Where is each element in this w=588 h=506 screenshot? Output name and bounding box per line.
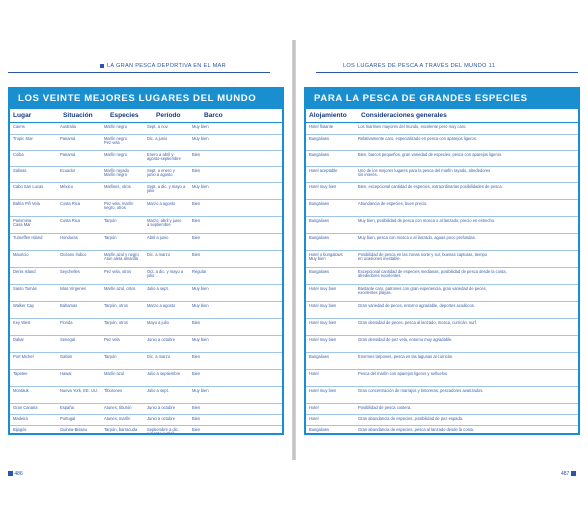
column-header: Consideraciones generales [361,112,447,119]
table-cell: Tarpón [104,234,117,240]
table-cell: Guinea-Bissau [60,426,87,432]
table-row [306,251,578,268]
table-row [306,319,578,336]
table-cell: Ecuador [60,167,76,173]
table-cell: Cairns [13,123,25,129]
table-cell: Julio a sept. [147,285,169,291]
column-header: Período [156,112,181,119]
table-cell: Turneffen Island [13,234,43,240]
table-row [10,135,282,151]
table-cell: Bastante caro, patrones con gran experiencia, gran variedad de peces, excelentes playas. [358,285,487,296]
table-cell: Bungalows [309,200,330,206]
table-cell: Hotel aceptable [309,167,338,173]
table-cell: Oct. a dic. y mayo a julio [147,268,184,279]
table-cell: Marzo, abril y junio a septiembre [147,217,182,228]
table-cell: Cabo San Lucas [13,183,44,189]
table-row [306,415,578,426]
table-cell: Julio a septiembre [147,370,181,376]
table-row [306,167,578,183]
table-cell: Muy bien [192,123,209,129]
running-head-page: 11 [488,63,495,69]
table-cell: Regular [192,268,207,274]
table-cell: Tarpón, barracuda [104,426,138,432]
table-row [10,370,282,387]
table-cell: Dic. a marzo [147,353,170,359]
table-cell: Bien [192,415,201,421]
table-cell: Walker Cay [13,302,35,308]
table-cell: Montauk [13,387,29,393]
table-cell: Excepcional cantidad de especies medianas, posibilidad de pesca desde la costa, alrededores excelentes. [358,268,507,279]
table-cell: Bien [192,200,201,206]
table-cell: Junio a octubre [147,336,175,342]
table-cell: Gran Canaria [13,404,38,410]
table-row [306,285,578,302]
table-box-left [8,87,284,435]
table-row [10,151,282,167]
table-cell: Hotel [309,370,319,376]
table-row [306,353,578,370]
table-cell: Bungalows [309,353,330,359]
table-cell: Coiba [13,151,24,157]
table-cell: Portugal [60,415,76,421]
table-row [306,135,578,151]
table-cell: España [60,404,74,410]
column-header: Barco [204,112,223,119]
table-cell: Muy bien, pesca con mosca o al lanzado, aguas poco profundas. [358,234,476,240]
table-cell: Junio a octubre [147,404,175,410]
table-cell: Hotel muy bien [309,302,337,308]
table-cell: Bien, excepcional cantidad de especies, extraordinarias posibilidades de pesca. [358,183,503,189]
table-row [10,234,282,251]
running-head-left [100,63,226,69]
table-cell: Tarpón, otros [104,319,128,325]
table-cell: Hotel muy bien [309,183,337,189]
table-cell: Dic. a junio [147,135,168,141]
table-cell: Bungalows [309,268,330,274]
table-cell: Sept. a nov. [147,123,169,129]
table-cell: Dic. a marzo [147,251,170,257]
table-cell: Gabón [60,353,73,359]
table-cell: Bien [192,167,201,173]
table-cell: Tarpón [104,217,117,223]
running-head-text: LA GRAN PESCA DEPORTIVA EN EL MAR [107,63,226,69]
square-bullet-icon [571,471,576,476]
table-cell: Hotel [309,415,319,421]
table-cell: Tarpón [104,353,117,359]
table-cell: Honduras [60,234,78,240]
table-cell: Sept. a enero y junio a agosto [147,167,175,178]
table-cell: Dakar [13,336,24,342]
table-cell: Sept. a dic. y mayo a julio [147,183,186,194]
table-cell: Bahamas [60,302,78,308]
page-number-text: 486 [14,471,23,477]
table-cell: Marlín rayado Marlín negro [104,167,130,178]
table-cell: Gran abundancia de especies, pesca al lanzado desde la costa. [358,426,475,432]
table-cell: Panamá [60,135,76,141]
table-row [306,123,578,135]
table-cell: Senegal [60,336,76,342]
table-cell: Muy bien [192,285,209,291]
table-cell: Bien [192,319,201,325]
table-cell: Marzo a agosto [147,200,176,206]
table-cell: Pez vela, otros [104,268,132,274]
table-cell: Bungalows [309,217,330,223]
table-cell: Junio a octubre [147,415,175,421]
table-row [306,234,578,251]
table-row [10,251,282,268]
table-cell: Hotel flotante [309,123,334,129]
table-header [10,109,282,123]
column-header: Lugar [13,112,32,119]
table-row [306,302,578,319]
column-header: Situación [63,112,93,119]
table-cell: Gran densidad de peces, pesca al lanzado, mosca, curricán, surf. [358,319,478,325]
table-cell: Marlín negro Pez vela [104,135,127,146]
table-cell: Uno de los mejores lugares para la pesca del marlín rayado, alrededores sin interés. [358,167,491,178]
table-cell: Bungalows [309,135,330,141]
table-row [10,183,282,200]
page-number-right [561,471,576,477]
table-cell: Marlín azul [104,370,125,376]
table-cell: Mayo a julio [147,319,169,325]
table-box-right [304,87,580,435]
table-cell: Muy bien [192,302,209,308]
table-cell: Bungalows [309,234,330,240]
table-row [10,200,282,217]
table-row [306,336,578,353]
table-cell: Costa Rica [60,217,81,223]
table-cell: Seychelles [60,268,80,274]
table-cell: Marzo a agosto [147,302,176,308]
square-bullet-icon [100,64,104,68]
right-page [296,0,588,506]
table-cell: Océano Índico [60,251,87,257]
table-cell: Septiembre a dic. y marzo a abril [147,426,179,435]
table-cell: Tropic Star [13,135,33,141]
table-cell: Atunes, marlín [104,415,131,421]
running-head-text: LOS LUGARES DE PESCA A TRAVÉS DEL MUNDO [343,63,487,69]
table-cell: Marlín azul, otros [104,285,136,291]
table-cell: Hotel muy bien [309,387,337,393]
table-cell: Julio a sept. [147,387,169,393]
table-cell: Gran variedad de peces, entorno agradable, deportes acuáticos. [358,302,475,308]
table-cell: Hotel [309,404,319,410]
table-row [10,302,282,319]
table-row [10,167,282,183]
table-row [306,426,578,435]
table-cell: Hotel muy bien [309,336,337,342]
table-cell: Costa Rica [60,200,81,206]
table-row [306,370,578,387]
table-cell: Denis Island [13,268,36,274]
table-cell: Muy bien [192,183,209,189]
table-row [10,426,282,435]
table-cell: Enero a abril y agosto-septiembre [147,151,181,162]
table-row [306,404,578,415]
table-cell: Bien [192,426,201,432]
table-cell: Port Michel [13,353,34,359]
table-cell: Key West [13,319,31,325]
column-header: Alojamiento [309,112,347,119]
running-head-right [343,63,495,69]
table-row [10,415,282,426]
table-row [10,336,282,353]
table-cell: Abril a junio [147,234,169,240]
table-cell: Bungalows [309,426,330,432]
table-cell: Hotel o bungalows Muy bien [309,251,343,262]
table-cell: Bungalows [309,151,330,157]
table-cell: Santo Tomás [13,285,37,291]
table-row [10,387,282,404]
table-cell: Bien [192,217,201,223]
table-cell: Posibilidad de pesca costera. [358,404,412,410]
table-row [10,353,282,370]
page-number-text: 487 [561,471,570,477]
table-cell: Muy bien [192,135,209,141]
table-cell: Bijagós [13,426,27,432]
table-body-left [10,123,282,435]
header-rule [8,72,270,73]
table-row [10,268,282,285]
table-row [306,200,578,217]
square-bullet-icon [8,471,13,476]
table-cell: Los marlines mayores del mundo, excelente pero muy caro. [358,123,467,129]
table-row [306,151,578,167]
header-rule [316,72,578,73]
table-cell: Bien, barcos pequeños, gran variedad de especies, pesca con aparejos ligeros. [358,151,503,157]
table-cell: Pez vela [104,336,120,342]
table-cell: Marlín azul y negro Atún aleta amarilla [104,251,139,262]
table-cell: Bien [192,353,201,359]
table-cell: Florida [60,319,73,325]
table-cell: Posibilidad de pesca en las zonas norte y sur, buenas capturas, tiempo en ocasiones inestable. [358,251,488,262]
table-cell: Marlín negro [104,123,127,129]
table-row [10,285,282,302]
column-header: Especies [110,112,139,119]
table-cell: Bien [192,151,201,157]
table-body-right [306,123,578,435]
table-cell: Pez vela, marlín negro, otros [104,200,134,211]
table-cell: Hawai [60,370,72,376]
table-cell: Australia [60,123,76,129]
table-row [306,268,578,285]
table-cell: Abundancia de especies, buen precio. [358,200,428,206]
table-cell: Marlines, otros [104,183,131,189]
table-cell: Bien [192,234,201,240]
table-row [306,217,578,234]
table-cell: Nueva York, EE. UU. [60,387,98,393]
table-cell: Madeira [13,415,28,421]
table-cell: Marlín negro [104,151,127,157]
table-cell: Gran concentración de marrajos y tintoreras, pescadores avanzados. [358,387,484,393]
table-row [306,387,578,404]
table-cell: Enormes tarpones, pesca en las lagunas al curricán. [358,353,454,359]
table-cell: Salinas [13,167,27,173]
table-cell: Tapetee [13,370,28,376]
table-cell: Bien [192,404,201,410]
table-cell: Bien [192,370,201,376]
table-row [306,183,578,200]
page-number-left [8,471,23,477]
table-cell: Gran densidad de pez vela, entorno muy agradable. [358,336,453,342]
table-row [10,123,282,135]
table-cell: Mauricio [13,251,29,257]
table-cell: Bien [192,251,201,257]
table-cell: México [60,183,73,189]
table-row [10,217,282,234]
table-cell: Bahía Piñ Vela [13,200,40,206]
table-header [306,109,578,123]
table-title: LOS VEINTE MEJORES LUGARES DEL MUNDO [10,89,282,109]
table-cell: Gran abundancia de especies, posibilidad de pez espada. [358,415,464,421]
table-row [10,404,282,415]
table-cell: Panamá [60,151,76,157]
table-cell: Pesca del marlín con aparejos ligeros y señuelos. [358,370,449,376]
table-cell: Tiburones [104,387,123,393]
table-cell: Hotel muy bien [309,319,337,325]
table-cell: Islas Vírgenes [60,285,86,291]
left-page [0,0,292,506]
table-cell: Muy bien, posibilidad de pesca con mosca o al lanzado, precio en estrecho. [358,217,496,223]
table-cell: Parismina Casa Mar [13,217,32,228]
table-row [10,319,282,336]
table-cell: Tarpón, otros [104,302,128,308]
table-title: PARA LA PESCA DE GRANDES ESPECIES [306,89,578,109]
table-cell: Hotel muy bien [309,285,337,291]
table-cell: Atunes, tiburón [104,404,132,410]
table-cell: Muy bien [192,387,209,393]
table-cell: Muy bien [192,336,209,342]
table-cell: Relativamente caro, especializado en pesca con aparejos ligeros. [358,135,478,141]
